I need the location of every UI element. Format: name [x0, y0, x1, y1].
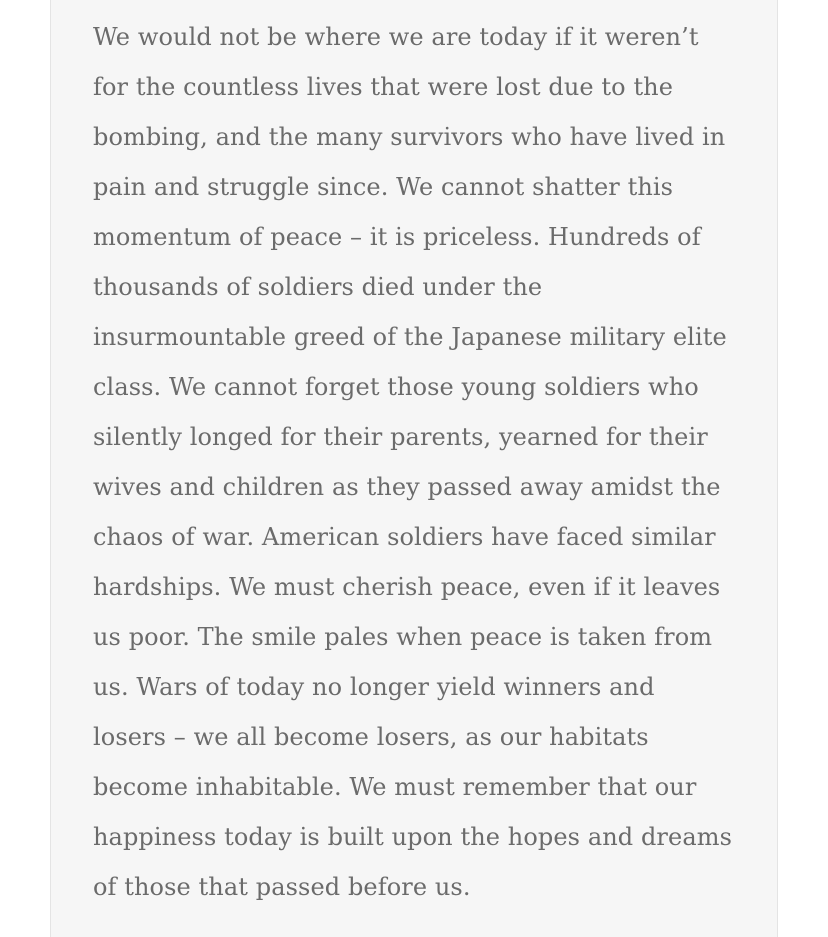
paragraph-line: for the countless lives that were lost due to the: [93, 73, 674, 101]
paragraph-line: pain and struggle since. We cannot shatter this: [93, 173, 674, 201]
paragraph-line: class. We cannot forget those young soldiers who: [93, 373, 699, 401]
paragraph-line: wives and children as they passed away amidst the: [93, 473, 721, 501]
paragraph-line: hardships. We must cherish peace, even if it leaves: [93, 573, 721, 601]
paragraph-line: us. Wars of today no longer yield winners and: [93, 673, 655, 701]
article-paragraph: [93, 12, 743, 912]
paragraph-line: bombing, and the many survivors who have lived in: [93, 123, 726, 151]
paragraph-line: losers – we all become losers, as our habitats: [93, 723, 649, 751]
paragraph-line: thousands of soldiers died under the: [93, 273, 543, 301]
paragraph-line: insurmountable greed of the Japanese military elite: [93, 323, 727, 351]
paragraph-line: happiness today is built upon the hopes and dreams: [93, 823, 732, 851]
paragraph-line: us poor. The smile pales when peace is taken from: [93, 623, 713, 651]
paragraph-line: momentum of peace – it is priceless. Hundreds of: [93, 223, 701, 251]
quote-card: [50, 0, 778, 937]
paragraph-line: chaos of war. American soldiers have faced similar: [93, 523, 716, 551]
paragraph-line: silently longed for their parents, yearned for their: [93, 423, 708, 451]
paragraph-line: of those that passed before us.: [93, 873, 471, 901]
paragraph-line: We would not be where we are today if it weren’t: [93, 23, 699, 51]
paragraph-line: become inhabitable. We must remember that our: [93, 773, 697, 801]
